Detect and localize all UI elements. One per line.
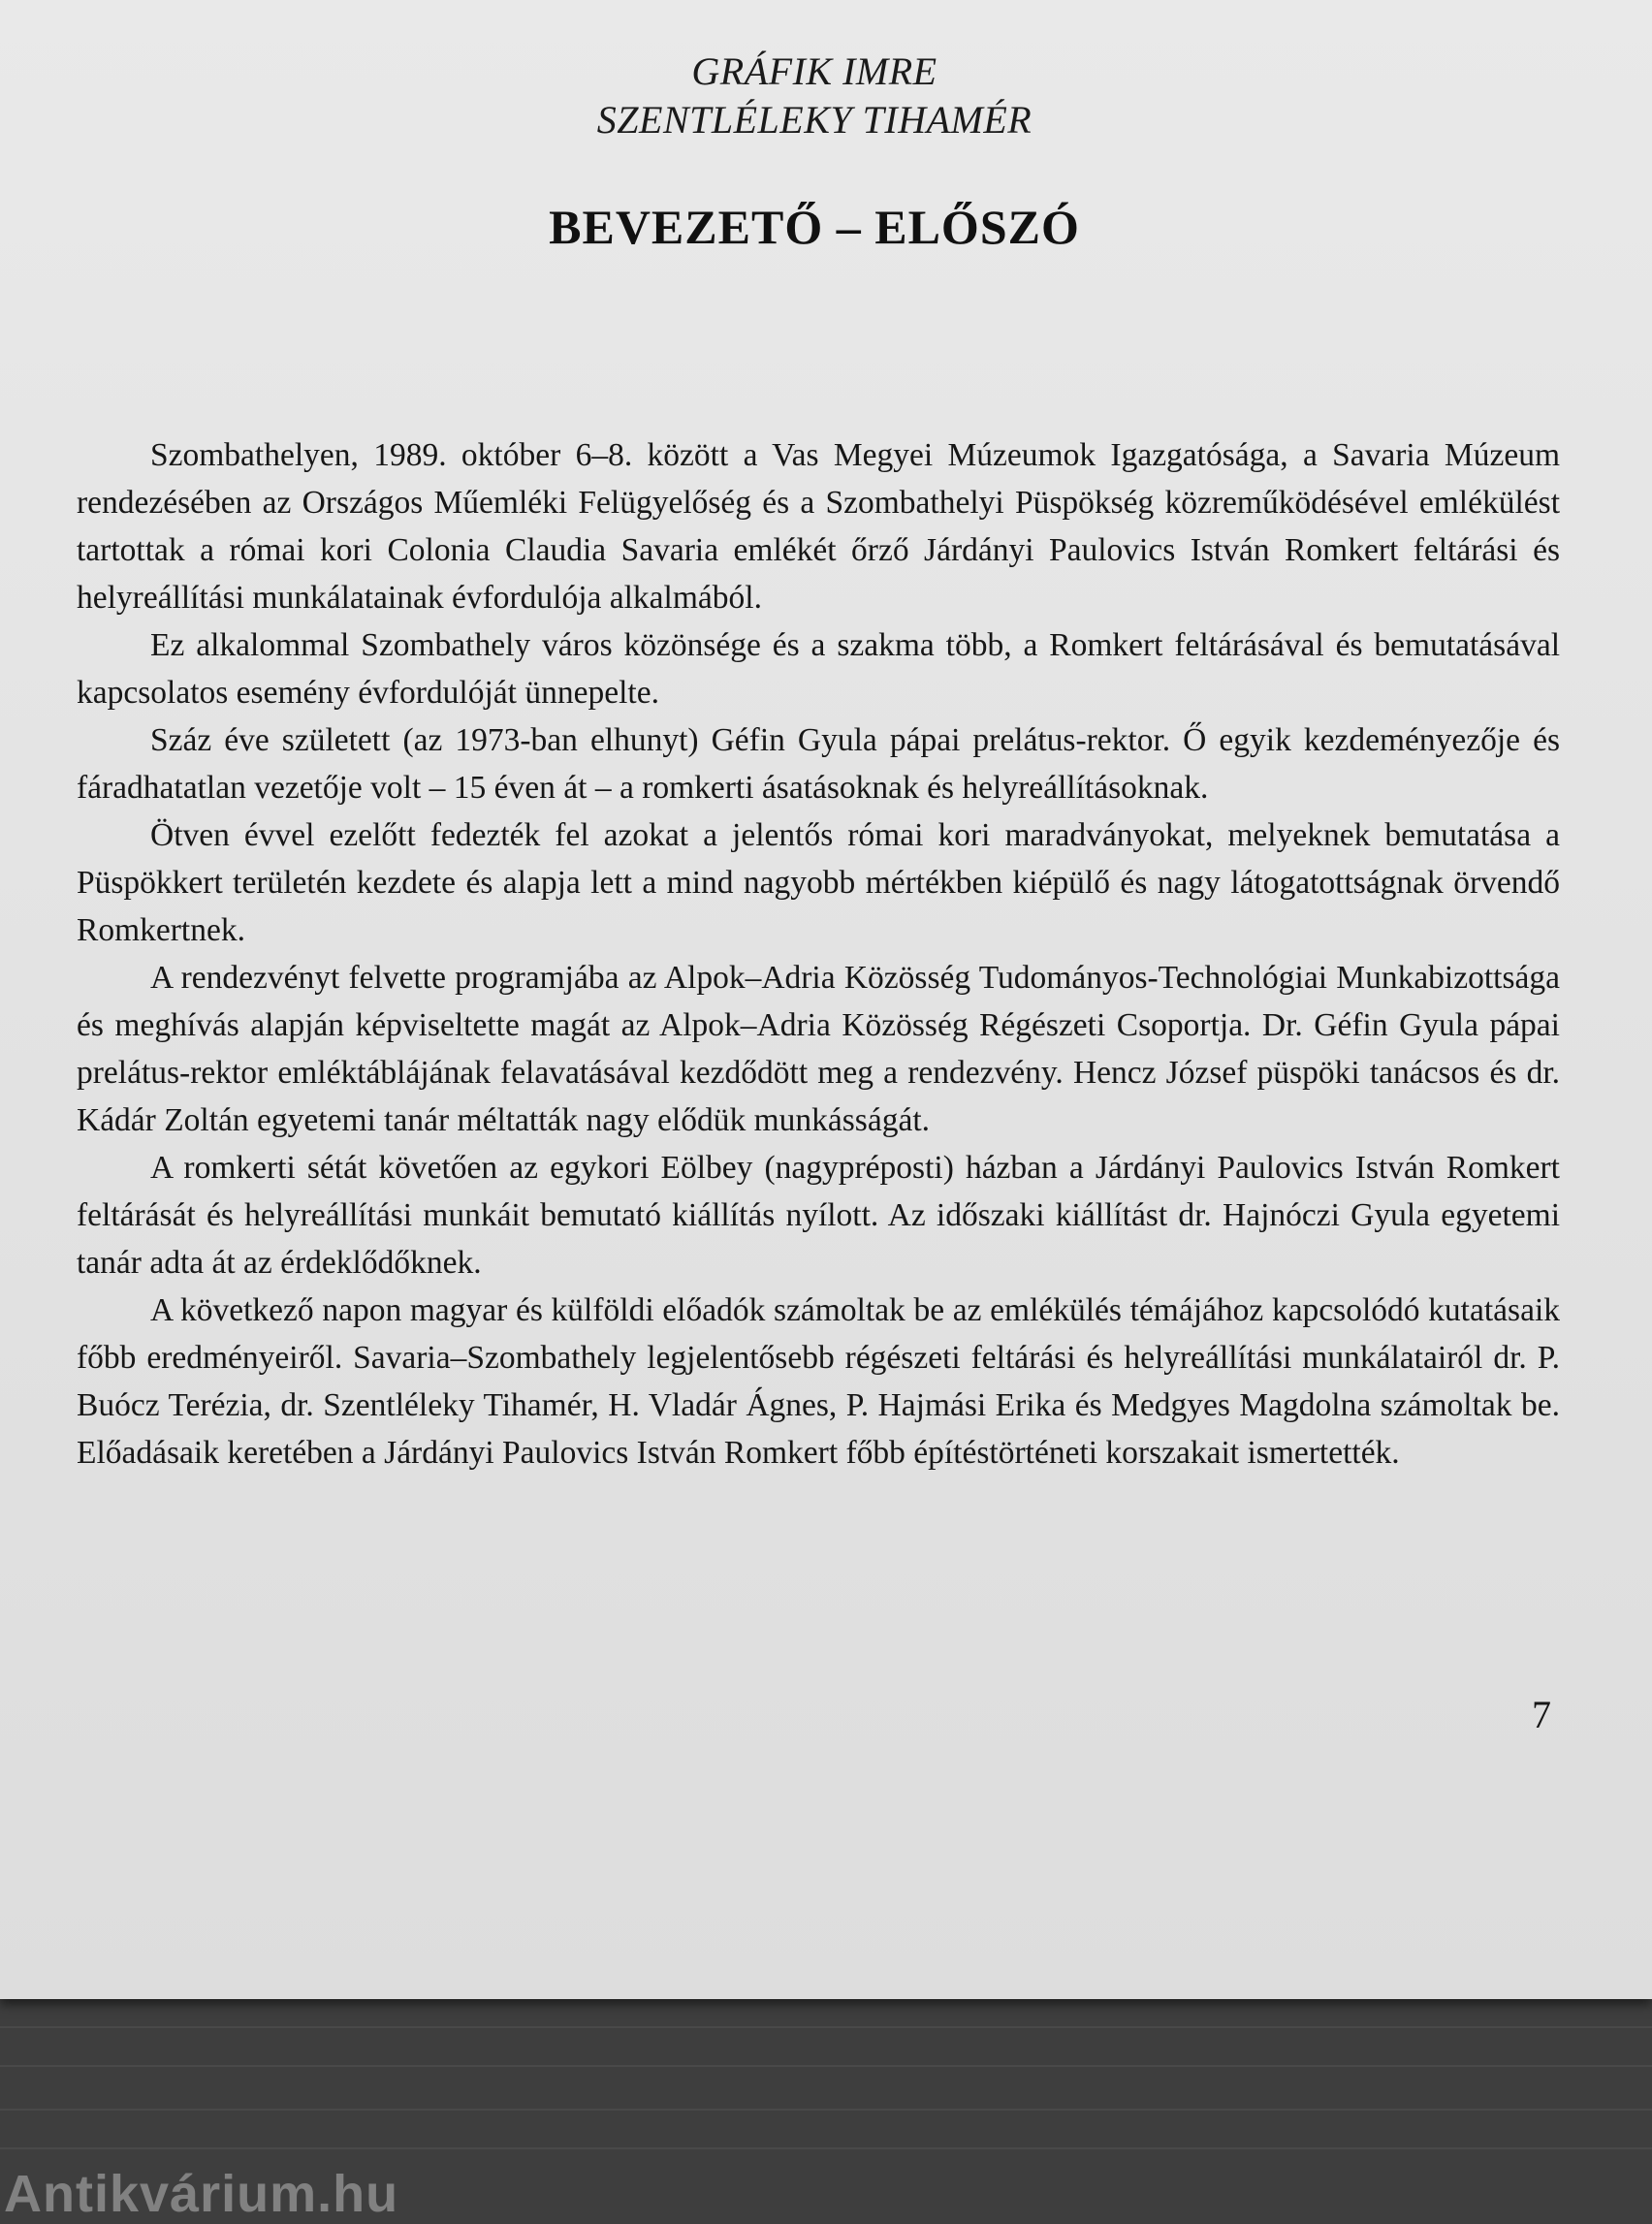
chapter-title: BEVEZETŐ – ELŐSZÓ <box>549 200 1080 254</box>
author-name: SZENTLÉLEKY TIHAMÉR <box>596 98 1032 142</box>
background-texture <box>0 2065 1652 2067</box>
paragraph: A rendezvényt felvette programjába az Alpok–Adria Közösség Tudományos-Technológiai Munkabizottsága és meghívás alapján képviseltette magát az Alpok–Adria Közösség Régészeti Csoportja. Dr. Géfin Gyula pápai prelátus-rektor emléktáblájának felavatásával kezdődött meg a rendezvény. Hencz József püspöki tanácsos és dr. Kádár Zoltán egyetemi tanár méltatták nagy elődük munkásságát. <box>77 960 1560 1138</box>
author-name: GRÁFIK IMRE <box>691 49 937 93</box>
watermark: Antikvárium.hu <box>4 2165 399 2223</box>
paragraph: A romkerti sétát követően az egykori Eölbey (nagyprépostі) házban a Járdányi Paulovics István Romkert feltárását és helyreállítási munkáit bemutató kiállítás nyílott. Az időszaki kiállítást dr. Hajnóczi Gyula egyetemi tanár adta át az érdeklődőknek. <box>77 1150 1560 1281</box>
paragraph: A következő napon magyar és külföldi előadók számoltak be az emlékülés témájához kapcsolódó kutatásaik főbb eredményeiről. Savaria–Szombathely legjelentősebb régészeti feltárási és helyreállítási munkálatairól dr. P. Buócz Terézia, dr. Szentléleky Tihamér, H. Vladár Ágnes, P. Hajmási Erika és Medgyes Magdolna számoltak be. Előadásaik keretében a Járdányi Paulovics István Romkert főbb építéstörténeti korszakait ismertették. <box>77 1292 1560 1471</box>
paragraph: Szombathelyen, 1989. október 6–8. között a Vas Megyei Múzeumok Igazgatósága, a Savaria Múzeum rendezésében az Országos Műemléki Felügyelőség és a Szombathelyi Püspökség közreműködésével emlékülést tartottak a római kori Colonia Claudia Savaria emlékét őrző Járdányi Paulovics István Romkert feltárási és helyreállítási munkálatainak évfordulója alkalmából. <box>77 437 1560 616</box>
page-number: 7 <box>1532 1693 1551 1736</box>
paragraph: Száz éve született (az 1973-ban elhunyt) Géfin Gyula pápai prelátus-rektor. Ő egyik kezdeményezője és fáradhatatlan vezetője volt – 15 éven át – a romkerti ásatásoknak és helyreállításoknak. <box>77 722 1560 806</box>
paragraph: Ötven évvel ezelőtt fedezték fel azokat a jelentős római kori maradványokat, melyeknek bemutatása a Püspökkert területén kezdete és alapja lett a mind nagyobb mértékben kiépülő és nagy látogatottságnak örvendő Romkertnek. <box>77 817 1560 948</box>
background-texture <box>0 2147 1652 2149</box>
background-texture <box>0 2109 1652 2111</box>
background-texture <box>0 2026 1652 2028</box>
paragraph: Ez alkalommal Szombathely város közönsége és a szakma több, a Romkert feltárásával és bemutatásával kapcsolatos esemény évfordulóját ünnepelte. <box>77 627 1560 711</box>
body-text <box>77 431 1560 1477</box>
